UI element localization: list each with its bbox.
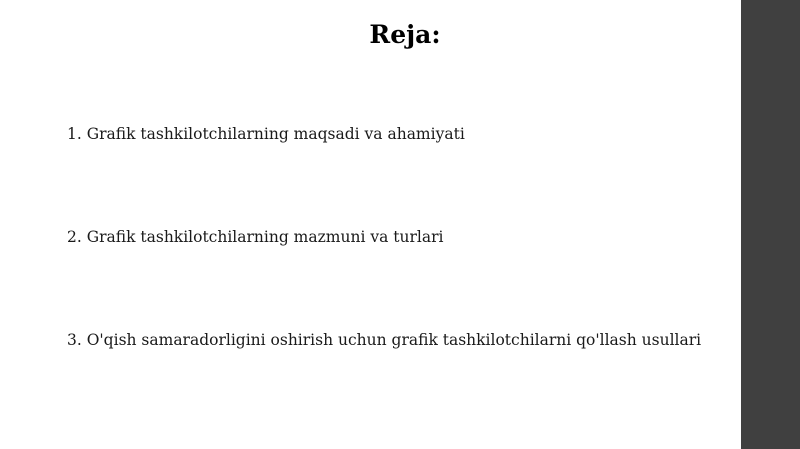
plan-item-1: 1. Grafik tashkilotchilarning maqsadi va ahamiyati <box>67 125 465 143</box>
side-panel <box>741 0 800 449</box>
plan-item-2: 2. Grafik tashkilotchilarning mazmuni va turlari <box>67 228 444 246</box>
plan-item-3: 3. O'qish samaradorligini oshirish uchun grafik tashkilotchilarni qo'llash usullari <box>67 331 702 349</box>
slide-title: Reja: <box>369 20 441 49</box>
